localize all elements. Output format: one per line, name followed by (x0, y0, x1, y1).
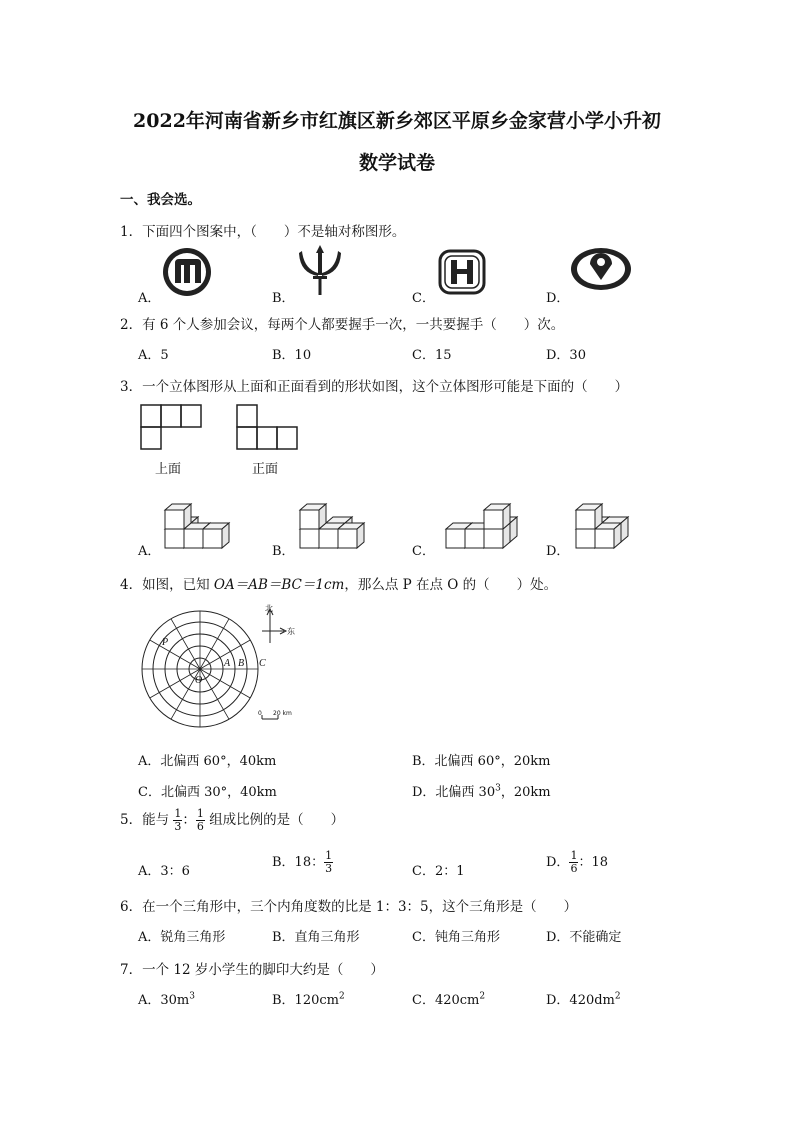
q3-option-d: D． (546, 544, 570, 559)
q6-option-b: B．直角三角形 (272, 930, 360, 945)
q1-option-b: B． (272, 291, 295, 306)
q5-f2-num: 1 (196, 807, 204, 820)
question-5 (120, 808, 344, 833)
q7-option-a-sup: 3 (189, 991, 195, 1002)
q7-option-b-sup: 2 (338, 991, 345, 1002)
q7-option-c-sup: 2 (479, 991, 486, 1002)
point-a-label: A (224, 658, 231, 669)
q4-option-d (412, 781, 551, 800)
q5-option-b (272, 850, 333, 875)
q5-option-a: A．3：6 (138, 864, 190, 879)
q2-option-a: A．5 (138, 348, 169, 363)
q7-option-a-text: A．30m (138, 993, 190, 1008)
question-4 (120, 573, 557, 593)
point-p-label: P (162, 637, 169, 648)
q5-prefix: 5．能与 (120, 812, 174, 828)
q6-option-d: D．不能确定 (546, 930, 622, 945)
q5-option-d-text: D． (546, 855, 570, 870)
q5-option-b-fraction (324, 850, 333, 875)
front-view-label: 正面 (252, 462, 279, 477)
cube-block (165, 504, 191, 529)
q4-option-d-sup: 3 (495, 783, 501, 794)
q3-option-b: B． (272, 544, 295, 559)
q6-option-a: A．锐角三角形 (138, 930, 226, 945)
question-2: 2．有 6 个人参加会议，每两个人都要握手一次，一共要握手（ ）次。 (120, 317, 565, 333)
q1-option-c: C． (412, 291, 435, 306)
q5-f1-den: 3 (174, 820, 182, 833)
question-1: 1．下面四个图案中，（ ）不是轴对称图形。 (120, 224, 406, 240)
east-label: 东 (287, 627, 295, 636)
q7-option-a (138, 989, 195, 1008)
cube-block (576, 504, 602, 529)
q2-option-b: B．10 (272, 348, 312, 363)
question-6: 6．在一个三角形中，三个内角度数的比是 1：3：5，这个三角形是（ ） (120, 899, 578, 915)
q7-option-c-text: C．420cm (412, 993, 480, 1008)
cube-block (338, 523, 364, 548)
question-3: 3．一个立体图形从上面和正面看到的形状如图，这个立体图形可能是下面的（ ） (120, 379, 629, 395)
q1-option-d: D． (546, 291, 570, 306)
q4-suffix: ，那么点 P 在点 O 的（ ）处。 (344, 577, 558, 593)
q7-option-d (546, 989, 621, 1008)
q3-option-a: A． (138, 544, 161, 559)
page-subtitle: 数学试卷 (358, 152, 435, 174)
q4-option-d-tail: ，20km (500, 785, 551, 800)
q6-option-c: C．钝角三角形 (412, 930, 500, 945)
q5-option-d-tail: ：18 (578, 855, 608, 870)
q4-option-b: B．北偏西 60°，20km (412, 754, 551, 769)
direction-diagram (140, 603, 320, 723)
q3-option-c: C． (412, 544, 435, 559)
q2-option-c: C．15 (412, 348, 452, 363)
q1-option-a: A． (138, 291, 161, 306)
point-b-label: B (238, 658, 245, 669)
q7-option-d-sup: 2 (614, 991, 621, 1002)
q5-f1-num: 1 (174, 807, 182, 820)
q4-option-c: C．北偏西 30°，40km (138, 785, 277, 800)
q5-suffix: 组成比例的是（ ） (209, 812, 345, 828)
cube-block (595, 523, 621, 548)
q7-option-c (412, 989, 485, 1008)
top-view-label: 上面 (155, 462, 182, 477)
q7-option-b-text: B．120cm (272, 993, 339, 1008)
point-o-label: O (195, 675, 203, 686)
cube-block (203, 523, 229, 548)
point-c-label: C (259, 658, 266, 669)
q4-option-d-main: D．北偏西 30 (412, 785, 496, 800)
north-label: 北 (265, 604, 273, 613)
q4-prefix: 4．如图，已知 (120, 577, 214, 593)
section-heading: 一、我会选。 (120, 192, 201, 208)
q5-optb-num: 1 (325, 849, 333, 862)
q2-option-d: D．30 (546, 348, 586, 363)
question-7: 7．一个 12 岁小学生的脚印大约是（ ） (120, 962, 384, 978)
q7-option-b (272, 989, 345, 1008)
scale-zero: 0 (258, 710, 262, 717)
q5-optb-den: 3 (325, 862, 333, 875)
page-title: 2022年河南省新乡市红旗区新乡郊区平原乡金家营小学小升初 (133, 110, 661, 132)
q7-option-d-text: D．420dm (546, 993, 615, 1008)
q5-f2-den: 6 (196, 820, 204, 833)
cube-block (300, 504, 326, 529)
q4-condition: OA＝AB＝BC＝1cm (213, 577, 345, 593)
cube-block (484, 504, 510, 529)
scale-km: 20 km (273, 710, 292, 717)
q5-optd-den: 6 (570, 862, 578, 875)
q4-option-a: A．北偏西 60°，40km (138, 754, 277, 769)
q5-option-b-text: B．18： (272, 855, 325, 870)
q5-option-d (546, 850, 608, 875)
q5-option-c: C．2：1 (412, 864, 465, 879)
q5-colon: ： (182, 812, 196, 828)
q5-fraction-2 (196, 808, 205, 833)
q5-optd-num: 1 (570, 849, 578, 862)
